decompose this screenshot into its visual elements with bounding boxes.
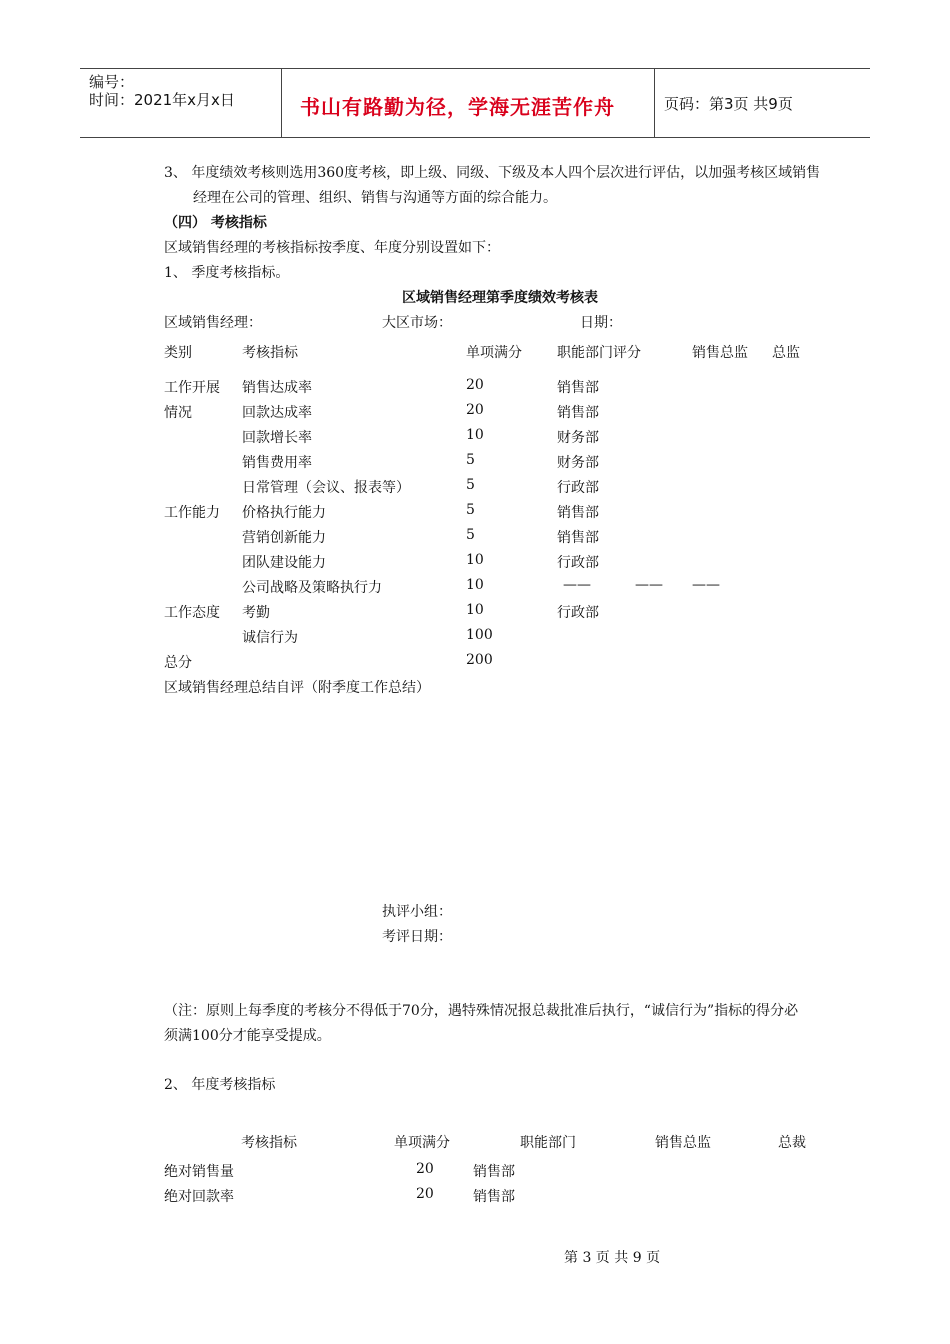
row-indicator: 诚信行为 <box>242 630 298 646</box>
col-header-full-score: 单项满分 <box>466 345 522 361</box>
col-header-indicator: 考核指标 <box>242 345 298 361</box>
market-label: 大区市场： <box>382 315 452 331</box>
row-indicator: 考勤 <box>242 605 270 621</box>
row-category-total: 总分 <box>164 655 192 671</box>
annual-col-indicator: 考核指标 <box>241 1135 297 1151</box>
note-line1: （注：原则上每季度的考核分不得低于70分，遇特殊情况报总裁批准后执行，“诚信行为”指标的得分必 <box>164 1003 799 1019</box>
row-score: 10 <box>466 427 484 443</box>
annual-row-score: 20 <box>416 1186 434 1202</box>
row-category: 工作态度 <box>164 605 220 621</box>
date-label: 日期： <box>580 315 622 331</box>
row-dept: 销售部 <box>557 380 599 396</box>
header-id-label: 编号： <box>89 73 135 91</box>
col-header-category: 类别 <box>164 345 192 361</box>
header-time-label: 时间：2021年x月x日 <box>89 91 235 109</box>
note-line2: 须满100分才能享受提成。 <box>164 1028 331 1044</box>
row-score: 20 <box>466 377 484 393</box>
row-score: 10 <box>466 577 484 593</box>
annual-col-sales-director: 销售总监 <box>655 1135 711 1151</box>
self-summary-label: 区域销售经理总结自评（附季度工作总结） <box>164 680 430 696</box>
row-score: 5 <box>466 477 475 493</box>
row-indicator: 团队建设能力 <box>242 555 326 571</box>
row-dept: 财务部 <box>557 430 599 446</box>
annual-row-indicator: 绝对回款率 <box>164 1189 234 1205</box>
col-header-dept-score: 职能部门评分 <box>557 345 641 361</box>
section4-heading: （四） 考核指标 <box>164 215 267 231</box>
row-dept: 行政部 <box>557 605 599 621</box>
annual-col-dept: 职能部门 <box>520 1135 576 1151</box>
row-dept: 财务部 <box>557 455 599 471</box>
row-indicator: 回款增长率 <box>242 430 312 446</box>
row-dept: 销售部 <box>557 530 599 546</box>
intro-text: 区域销售经理的考核指标按季度、年度分别设置如下： <box>164 240 500 256</box>
annual-row-score: 20 <box>416 1161 434 1177</box>
row-dept-dash: —— <box>563 577 591 593</box>
row-score: 5 <box>466 527 475 543</box>
header-divider-right <box>654 68 655 137</box>
row-score: 100 <box>466 627 493 643</box>
col-header-sales-director: 销售总监 <box>692 345 748 361</box>
row-total-score: 200 <box>466 652 493 668</box>
annual-col-full-score: 单项满分 <box>394 1135 450 1151</box>
header-page-label: 页码：第3页 共9页 <box>664 95 793 113</box>
item1-heading: 1、 季度考核指标。 <box>164 265 290 281</box>
row-category: 情况 <box>164 405 192 421</box>
row-director-dash: —— <box>692 577 720 593</box>
annual-row-dept: 销售部 <box>473 1164 515 1180</box>
row-indicator: 销售达成率 <box>242 380 312 396</box>
item3-line1: 3、 年度绩效考核则选用360度考核，即上级、同级、下级及本人四个层次进行评估，以加强考核区域销售 <box>164 165 821 181</box>
footer-page-number: 第 3 页 共 9 页 <box>564 1250 661 1266</box>
annual-row-indicator: 绝对销售量 <box>164 1164 234 1180</box>
row-dept: 行政部 <box>557 480 599 496</box>
row-indicator: 回款达成率 <box>242 405 312 421</box>
annual-col-president: 总裁 <box>778 1135 806 1151</box>
quarter-table-title: 区域销售经理第季度绩效考核表 <box>402 290 598 306</box>
header-divider-left <box>281 68 282 137</box>
header-motto: 书山有路勤为径，学海无涯苦作舟 <box>300 95 615 119</box>
row-category: 工作开展 <box>164 380 220 396</box>
row-indicator: 销售费用率 <box>242 455 312 471</box>
row-dept: 行政部 <box>557 555 599 571</box>
row-indicator: 公司战略及策略执行力 <box>242 580 382 596</box>
panel-label: 执评小组： <box>382 904 452 920</box>
row-sales-director-dash: —— <box>635 577 663 593</box>
row-indicator: 营销创新能力 <box>242 530 326 546</box>
row-score: 5 <box>466 502 475 518</box>
row-category: 工作能力 <box>164 505 220 521</box>
item3-line2: 经理在公司的管理、组织、销售与沟通等方面的综合能力。 <box>193 190 557 206</box>
col-header-director: 总监 <box>772 345 800 361</box>
item2-heading: 2、 年度考核指标 <box>164 1077 276 1093</box>
row-indicator: 价格执行能力 <box>242 505 326 521</box>
row-dept: 销售部 <box>557 405 599 421</box>
row-indicator: 日常管理（会议、报表等） <box>242 480 410 496</box>
row-score: 10 <box>466 602 484 618</box>
row-score: 10 <box>466 552 484 568</box>
row-dept: 销售部 <box>557 505 599 521</box>
eval-date-label: 考评日期： <box>382 929 452 945</box>
manager-label: 区域销售经理： <box>164 315 262 331</box>
row-score: 5 <box>466 452 475 468</box>
annual-row-dept: 销售部 <box>473 1189 515 1205</box>
row-score: 20 <box>466 402 484 418</box>
